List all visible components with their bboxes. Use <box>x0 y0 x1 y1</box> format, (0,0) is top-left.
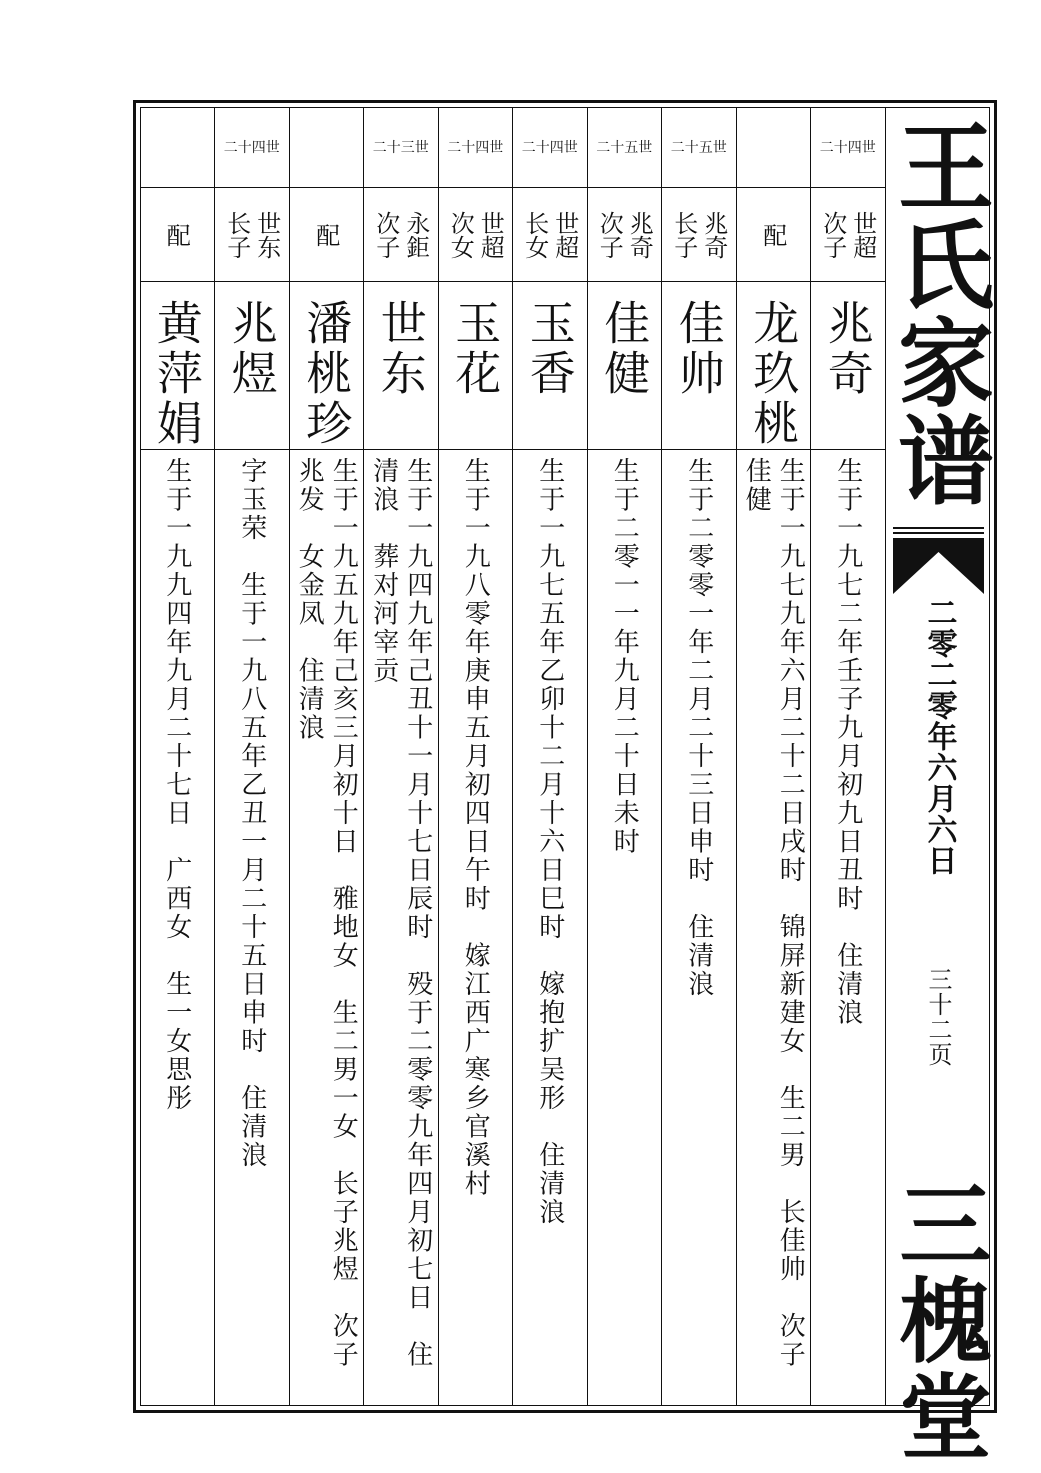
person-name: 兆煜 <box>224 299 279 399</box>
relation-parent: 世东 <box>252 211 281 259</box>
biography-line: 生于一九八零年庚申五月初四日午时 嫁江西广寒乡官溪村 <box>460 457 491 1198</box>
genealogy-column <box>439 107 514 1406</box>
relation-rank: 长女 <box>520 211 549 259</box>
relation-cell <box>439 189 513 281</box>
person-name: 潘桃珍 <box>299 299 354 449</box>
biography <box>215 457 289 1387</box>
person-name: 玉香 <box>522 299 577 399</box>
genealogy-column <box>588 107 663 1406</box>
biography <box>290 457 364 1387</box>
biography-line: 生于一九九四年九月二十七日 广西女 生一女思彤 <box>161 457 192 1113</box>
person-name: 佳帅 <box>671 299 726 399</box>
page-number: 三十二页 <box>924 967 952 1067</box>
relation-cell <box>588 189 662 281</box>
relation-rank: 次女 <box>446 211 475 259</box>
genealogy-column <box>662 107 737 1406</box>
biography-line: 佳健 <box>741 457 772 514</box>
fishtail-ornament-icon <box>887 522 990 602</box>
biography <box>737 457 811 1387</box>
relation-spouse: 配 <box>758 223 787 247</box>
generation-label <box>737 107 811 187</box>
relation-cell <box>513 189 587 281</box>
genealogy-column <box>215 107 290 1406</box>
relation-parent: 世超 <box>476 211 505 259</box>
biography-line: 清浪 葬对河宰贡 <box>368 457 399 685</box>
relation-parent: 世超 <box>550 211 579 259</box>
relation-rank: 次子 <box>818 211 847 259</box>
biography-line: 生于一九七五年乙卯十二月十六日巳时 嫁抱扩吴形 住清浪 <box>534 457 565 1227</box>
biography <box>662 457 736 1387</box>
relation-rank: 长子 <box>669 211 698 259</box>
biography <box>140 457 214 1387</box>
person-name: 世东 <box>373 299 428 399</box>
relation-cell <box>737 189 811 281</box>
person-name: 兆奇 <box>820 299 875 399</box>
biography <box>811 457 885 1387</box>
generation-label <box>140 107 214 187</box>
generation-label: 二十四世 <box>521 140 578 156</box>
relation-cell <box>811 189 885 281</box>
relation-rank: 次子 <box>595 211 624 259</box>
genealogy-column <box>140 107 215 1406</box>
relation-rank: 长子 <box>222 211 251 259</box>
biography <box>588 457 662 1387</box>
biography-line: 兆发 女金凤 住清浪 <box>294 457 325 742</box>
book-title: 王氏家谱 <box>882 117 996 509</box>
relation-rank: 次子 <box>371 211 400 259</box>
person-name: 龙玖桃 <box>746 299 801 449</box>
genealogy-column <box>737 107 812 1406</box>
person-name: 黄萍娟 <box>149 299 204 449</box>
genealogy-column <box>513 107 588 1406</box>
person-name: 佳健 <box>597 299 652 399</box>
relation-cell <box>140 189 214 281</box>
biography <box>439 457 513 1387</box>
relation-cell <box>290 189 364 281</box>
biography <box>364 457 438 1387</box>
relation-cell <box>662 189 736 281</box>
biography <box>513 457 587 1387</box>
genealogy-column <box>364 107 439 1406</box>
relation-parent: 兆奇 <box>699 211 728 259</box>
generation-label: 二十五世 <box>670 140 727 156</box>
compile-date: 二零二零年六月六日 <box>921 597 957 876</box>
biography-line: 生于一九五九年己亥三月初十日 雅地女 生二男一女 长子兆煜 次子 <box>328 457 359 1369</box>
biography-line: 生于二零零一年二月二十三日申时 住清浪 <box>683 457 714 999</box>
generation-label <box>290 107 364 187</box>
relation-parent: 世超 <box>848 211 877 259</box>
genealogy-column <box>811 107 886 1406</box>
generation-label: 二十四世 <box>223 140 280 156</box>
generation-label: 二十四世 <box>447 140 504 156</box>
biography-line: 生于一九七九年六月二十二日戌时 锦屏新建女 生二男 长佳帅 次子 <box>775 457 806 1369</box>
hall-name: 三槐堂 <box>884 1177 993 1465</box>
generation-label: 二十三世 <box>372 140 429 156</box>
relation-parent: 兆奇 <box>625 211 654 259</box>
biography-line: 生于一九七二年壬子九月初九日丑时 住清浪 <box>832 457 863 1027</box>
relation-spouse: 配 <box>162 223 191 247</box>
book-spine <box>882 107 996 1465</box>
person-name: 玉花 <box>448 299 503 399</box>
generation-label: 二十五世 <box>596 140 653 156</box>
biography-line: 字玉荣 生于一九八五年乙丑一月二十五日申时 住清浪 <box>236 457 267 1170</box>
relation-cell <box>215 189 289 281</box>
biography-line: 生于二零一一年九月二十日未时 <box>609 457 640 856</box>
generation-label: 二十四世 <box>819 140 876 156</box>
relation-cell <box>364 189 438 281</box>
biography-line: 生于一九四九年己丑十一月十七日辰时 殁于二零零九年四月初七日 住 <box>402 457 433 1369</box>
genealogy-column <box>290 107 365 1406</box>
relation-spouse: 配 <box>311 223 340 247</box>
relation-parent: 永鉅 <box>401 211 430 259</box>
